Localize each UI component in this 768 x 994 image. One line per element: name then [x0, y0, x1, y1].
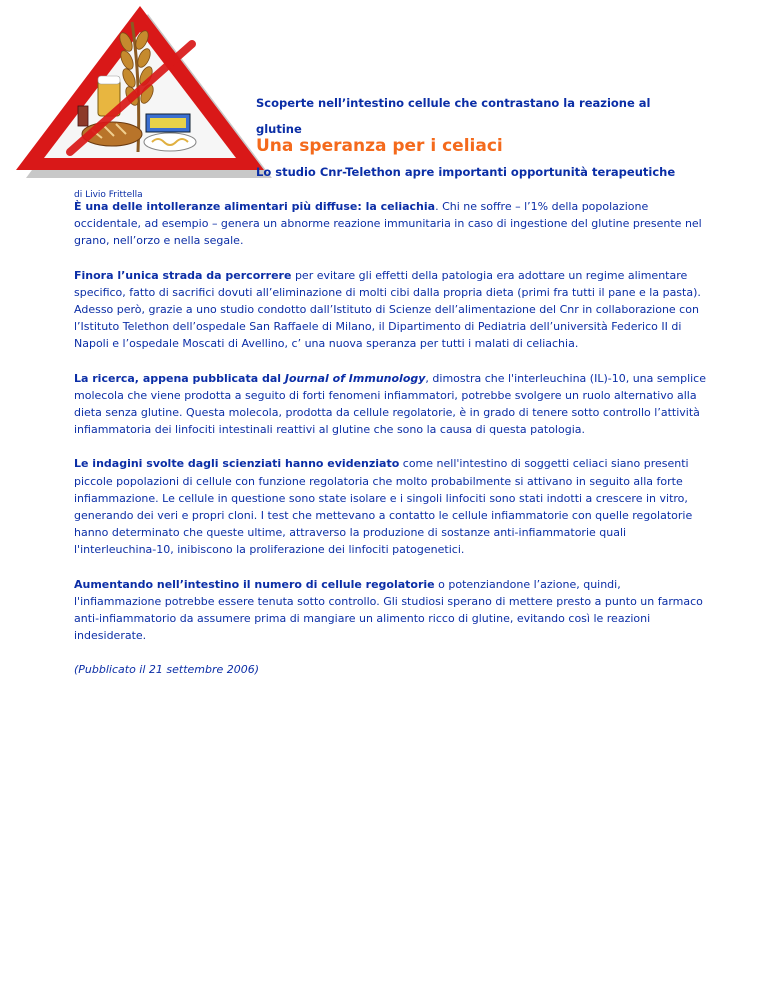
paragraph-text: per evitare gli effetti della patologia era adottare un regime alimentare specifico, fatto di sacrifici dovuti all’eliminazione di molti cibi dalla propria dieta (primi fra tutti il pane e la pasta). Adesso però, grazie a uno studio condotto dall’Istituto di Scienze dell’alimentazione del Cnr in collaborazione con l’Istituto Telethon dell’ospedale San Raffaele di Milano, il Dipartimento di Pediatria dell’università Federico II di Napoli e l’ospedale Moscati di Avellino, c’ una nuova speranza per tutti i malati di celiachia. — [74, 268, 701, 351]
paragraph-2 — [74, 267, 706, 353]
paragraph-3 — [74, 370, 706, 439]
paragraph-text: , dimostra che l'interleuchina (IL)-10, una semplice molecola che viene prodotta a seguito di forti fenomeni infiammatori, potrebbe svolgere un ruolo alternativo alla dieta senza glutine. Questa molecola, prodotta da cellule regolatorie, è in grado di tenere sotto controllo l’attività infiammatoria dei linfociti intestinali reattivi al glutine che sono la causa di questa patologia. — [74, 371, 706, 437]
paragraph-1 — [74, 198, 706, 250]
publication-date: (Pubblicato il 21 settembre 2006) — [74, 663, 260, 677]
paragraph-text: . Chi ne soffre – l’1% della popolazione occidentale, ad esempio – genera un abnorme reazione immunitaria in caso di ingestione del glutine presente nel grano, nell’orzo e nella segale. — [74, 200, 702, 248]
paragraph-lead: Le indagini svolte dagli scienziati hanno evidenziato — [74, 457, 400, 471]
byline: di Livio Frittella — [74, 190, 143, 200]
gluten-free-warning-triangle-icon — [14, 2, 276, 180]
paragraph-lead: Finora l’unica strada da percorrere — [74, 268, 292, 282]
paragraph-4 — [74, 455, 706, 558]
journal-name: Journal of Immunology — [284, 371, 426, 385]
paragraph-text: come nell'intestino di soggetti celiaci siano presenti piccole popolazioni di cellule con funzione regolatoria che molto probabilmente si attivano in seguito alla forte infiammazione. Le cellule in questione sono state isolare e i singoli linfociti sono stati indotti a crescere in vitro, generando dei veri e propri cloni. I test che mettevano a contatto le cellule infiammatorie con quelle regolatorie hanno determinato che queste ultime, attraverso la produzione di sostanze anti-infiammatorie quali l'interleuchina-10, inibiscono la proliferazione dei linfociti patogenetici. — [74, 457, 693, 557]
article-headline: Una speranza per i celiaci — [256, 136, 503, 156]
article-subheadline: Lo studio Cnr-Telethon apre importanti opportunità terapeutiche — [256, 165, 676, 179]
paragraph-lead: Aumentando nell’intestino il numero di cellule regolatorie — [74, 577, 435, 591]
paragraph-5 — [74, 576, 706, 645]
article-body — [74, 198, 706, 696]
paragraph-text: o potenziandone l’azione, quindi, l'infiammazione potrebbe essere tenuta sotto controllo. Gli studiosi sperano di mettere presto a punto un farmaco anti-infiammatorio da assumere prima di mangiare un alimento ricco di glutine, evitando così le reazioni indesiderate. — [74, 577, 703, 643]
paragraph-lead: È una delle intolleranze alimentari più diffuse: la celiachia — [74, 200, 436, 213]
paragraph-lead: La ricerca, appena pubblicata dal — [74, 371, 285, 385]
article-kicker: Scoperte nell’intestino cellule che contrastano la reazione al glutine — [256, 96, 651, 136]
